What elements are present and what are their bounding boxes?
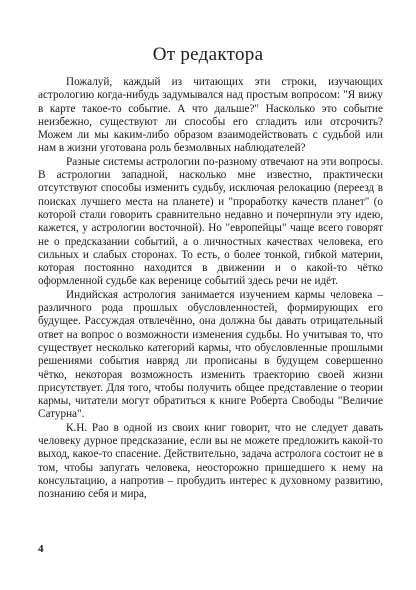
page-number: 4 bbox=[38, 543, 44, 555]
paragraph: Индийская астрология занимается изучением кармы человека – различного рода прошлых обусловленностей, формирующих его будущее. Рассуждая отвлечённо, она должна бы давать отрицательный ответ на вопрос о возможности изменения судьбы. Но учитывая то, что существует несколько категорий кармы, что обусловленные прошлыми решениями события навряд ли прописаны в будущем совершенно чётко, некоторая возможность изменить траекторию своей жизни присутствует. Для того, чтобы получить общее представление о теории кармы, читатели могут обратиться к книге Роберта Свободы "Величие Сатурна". bbox=[38, 288, 383, 421]
paragraph: К.Н. Рао в одной из своих книг говорит, что не следует давать человеку дурное предсказание, если вы не можете предложить какой-то выход, какое-то спасение. Действительно, задача астролога состоит не в том, чтобы запугать человека, неосторожно пришедшего к нему на консультацию, а напротив – пробудить интерес к духовному развитию, познанию себя и мира, bbox=[38, 421, 383, 501]
paragraph: Разные системы астрологии по-разному отвечают на эти вопросы. В астрологии западной, насколько мне известно, практически отсутствуют способы изменить судьбу, исключая релокацию (переезд в поисках лучшего места на планете) и "проработку качеств планет" (о которой стали говорить сравнительно недавно и почерпнули эту идею, кажется, у астрологии восточной). Но "европейцы" чаще всего говорят не о предсказании событий, а о личностных качествах человека, его сильных и слабых сторонах. То есть, о более тонкой, гибкой материи, которая постоянно находится в движении и о какой-то чётко оформленной судьбе как веренице событий здесь речи не идёт. bbox=[38, 155, 383, 288]
paragraph: Пожалуй, каждый из читающих эти строки, изучающих астрологию когда-нибудь задумывался над простым вопросом: "Я вижу в карте такое-то событие. А что дальше?" Насколько это событие неизбежно, существуют ли способы его сгладить или отсрочить? Можем ли мы каким-либо образом взаимодействовать с судьбой или нам в жизни уготована роль безмолвных наблюдателей? bbox=[38, 76, 383, 155]
page-title: От редактора bbox=[152, 44, 264, 65]
body-text bbox=[38, 76, 383, 502]
